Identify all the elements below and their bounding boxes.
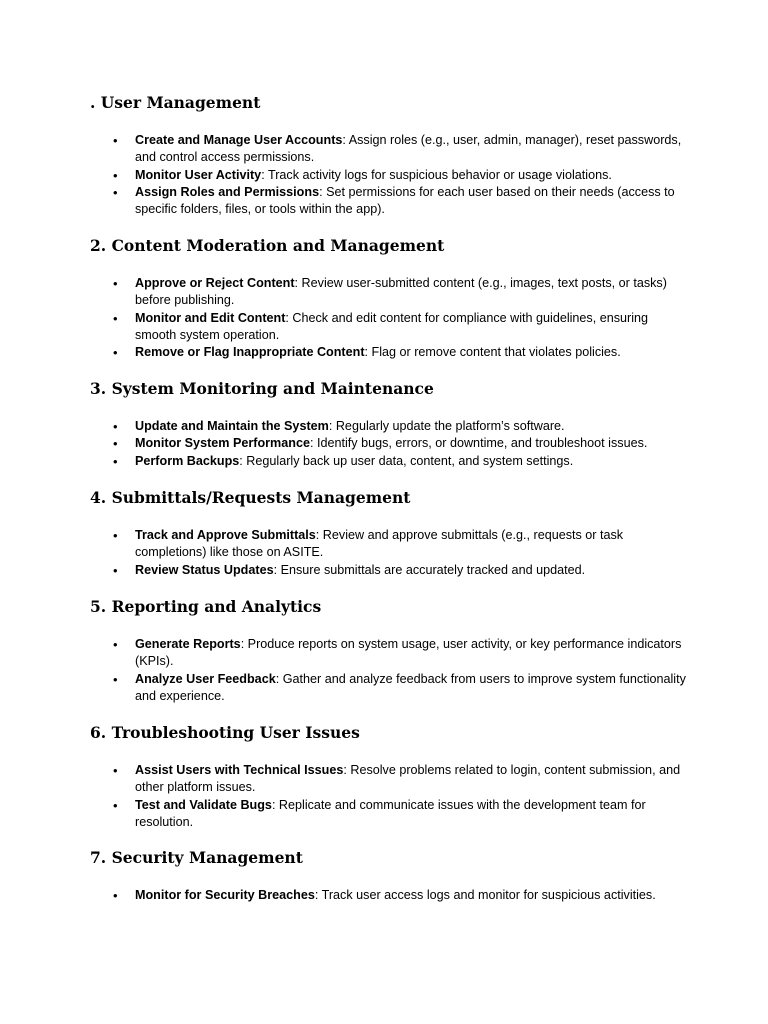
list-item	[90, 671, 690, 706]
item-term: Track and Approve Submittals	[135, 528, 316, 542]
item-description: : Track user access logs and monitor for suspicious activities.	[314, 888, 656, 902]
item-term: Remove or Flag Inappropriate Content	[135, 345, 365, 360]
list-item	[90, 887, 690, 904]
item-description: : Regularly back up user data, content, and system settings.	[239, 453, 574, 468]
item-term: Create and Manage User Accounts	[135, 133, 343, 147]
list-item	[90, 418, 690, 435]
list-item	[90, 527, 690, 562]
item-description: : Resolve problems related to login, content submission, and other platform issues.	[135, 763, 681, 795]
list-item	[90, 344, 690, 361]
item-description: : Flag or remove content that violates policies.	[364, 345, 621, 360]
item-description: : Identify bugs, errors, or downtime, and troubleshoot issues.	[309, 436, 648, 451]
item-description: : Regularly update the platform’s software.	[328, 419, 565, 433]
item-term: Monitor for Security Breaches	[135, 888, 315, 902]
section-heading: 4. Submittals/Requests Management	[90, 488, 411, 507]
section-heading: 6. Troubleshooting User Issues	[90, 723, 360, 742]
section-system-monitoring	[90, 379, 690, 468]
item-description: : Gather and analyze feedback from users to improve system functionality and experience.	[135, 671, 686, 703]
section-heading: 5. Reporting and Analytics	[90, 597, 322, 616]
list-item	[90, 310, 690, 345]
section-content-moderation	[90, 236, 690, 360]
section-troubleshooting	[90, 723, 690, 829]
list-item	[90, 275, 690, 310]
item-description: : Ensure submittals are accurately tracked and updated.	[273, 562, 586, 577]
list-item	[90, 636, 690, 671]
section-user-management	[90, 93, 690, 217]
list-item	[90, 132, 690, 167]
item-term: Monitor User Activity	[135, 167, 262, 182]
bullet-list	[90, 636, 690, 705]
section-security	[90, 848, 690, 902]
item-description: : Review user-submitted content (e.g., images, text posts, or tasks) before publishing.	[135, 276, 667, 308]
section-submittals	[90, 488, 690, 577]
item-description: : Assign roles (e.g., user, admin, manager), reset passwords, and control access permissions.	[135, 133, 682, 165]
item-term: Perform Backups	[135, 453, 240, 468]
list-item	[90, 435, 690, 452]
list-item	[90, 562, 690, 579]
bullet-list	[90, 887, 690, 904]
item-term: Test and Validate Bugs	[135, 797, 272, 812]
item-term: Monitor and Edit Content	[135, 310, 286, 325]
list-item	[90, 762, 690, 797]
item-description: : Track activity logs for suspicious behavior or usage violations.	[261, 167, 612, 182]
item-term: Monitor System Performance	[135, 436, 310, 451]
bullet-list	[90, 527, 690, 579]
list-item	[90, 167, 690, 184]
bullet-list	[90, 762, 690, 831]
section-heading: 3. System Monitoring and Maintenance	[90, 379, 434, 398]
list-item	[90, 797, 690, 832]
section-heading: . User Management	[90, 93, 261, 112]
section-heading: 7. Security Management	[90, 848, 303, 867]
item-term: Generate Reports	[135, 637, 241, 651]
item-term: Assist Users with Technical Issues	[135, 763, 344, 777]
bullet-list	[90, 132, 690, 218]
item-description: : Produce reports on system usage, user activity, or key performance indicators (KPIs).	[135, 637, 682, 669]
list-item	[90, 184, 690, 219]
section-heading: 2. Content Moderation and Management	[90, 236, 445, 255]
item-term: Approve or Reject Content	[135, 276, 295, 290]
section-reporting	[90, 597, 690, 703]
list-item	[90, 453, 690, 470]
item-term: Analyze User Feedback	[135, 671, 276, 686]
item-description: : Review and approve submittals (e.g., requests or task completions) like those on ASITE.	[135, 528, 624, 560]
item-description: : Replicate and communicate issues with the development team for resolution.	[135, 797, 646, 829]
item-description: : Check and edit content for compliance with guidelines, ensuring smooth system operation.	[135, 310, 649, 342]
item-term: Assign Roles and Permissions	[135, 184, 320, 199]
bullet-list	[90, 275, 690, 361]
item-term: Review Status Updates	[135, 562, 274, 577]
item-description: : Set permissions for each user based on their needs (access to specific folders, files, or tools within the app).	[135, 184, 675, 217]
bullet-list	[90, 418, 690, 470]
item-term: Update and Maintain the System	[135, 419, 329, 433]
